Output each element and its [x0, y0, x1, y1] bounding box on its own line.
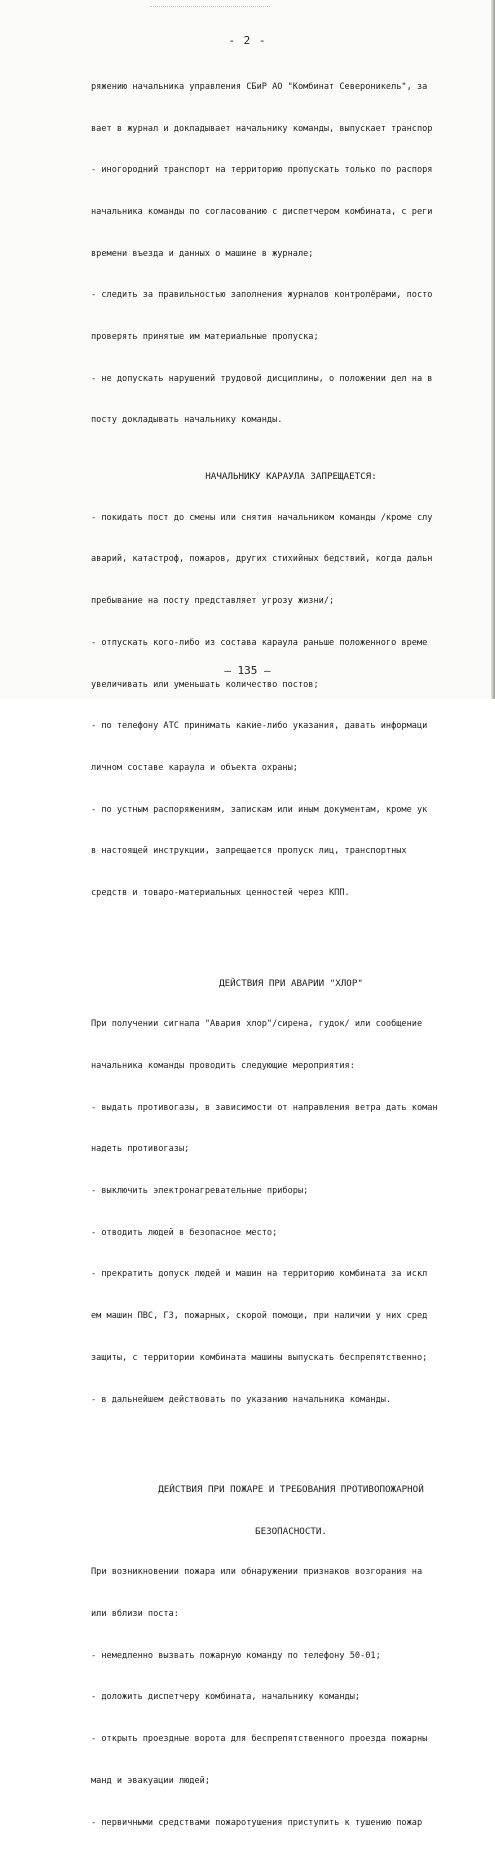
- text-line: времени въезда и данных о машине в журнале;: [91, 248, 314, 259]
- section-heading-fire-actions: ДЕЙСТВИЯ ПРИ ПОЖАРЕ И ТРЕБОВАНИЯ ПРОТИВОПОЖАРНОЙ: [158, 1483, 424, 1495]
- document-body: [91, 53, 491, 1858]
- text-line: - покидать пост до смены или снятия начальником команды /кроме слу: [91, 512, 433, 523]
- text-line: посту докладывать начальнику команды.: [91, 415, 283, 426]
- text-line: - первичными средствами пожаротушения приступить к тушению пожар: [91, 1817, 423, 1828]
- text-line: средств и товаро-материальных ценностей через КПП.: [91, 888, 350, 899]
- text-line: или вблизи поста:: [91, 1609, 179, 1620]
- text-line: ряжению начальника управления СБиР АО "Комбинат Североникель", за: [91, 81, 428, 92]
- text-line: надеть противогазы;: [91, 1144, 190, 1155]
- text-line: ем машин ПВС, ГЗ, пожарных, скорой помощи, при наличии у них сред: [91, 1311, 428, 1322]
- text-line: - в дальнейшем действовать по указанию начальника команды.: [91, 1394, 392, 1405]
- text-line: в настоящей инструкции, запрещается пропуск лиц, транспортных: [91, 846, 407, 857]
- text-line: При получении сигнала "Авария хлор"/сирена, гудок/ или сообщение: [91, 1019, 423, 1030]
- text-line: личном составе караула и объекта охраны;: [91, 762, 298, 773]
- text-line: проверять принятые им материальные пропуска;: [91, 332, 319, 343]
- text-line: начальника команды проводить следующие мероприятия:: [91, 1060, 355, 1071]
- text-line: - открыть проездные ворота для беспрепятственного проезда пожарны: [91, 1734, 428, 1745]
- section-heading-fire-actions-cont: БЕЗОПАСНОСТИ.: [255, 1525, 327, 1537]
- text-line: - по устным распоряжениям, запискам или иным документам, кроме ук: [91, 804, 428, 815]
- text-line: - иногородний транспорт на территорию пропускать только по распоря: [91, 165, 433, 176]
- section-heading-guard-chief-prohibitions: НАЧАЛЬНИКУ КАРАУЛА ЗАПРЕЩАЕТСЯ:: [205, 471, 377, 483]
- text-line: - следить за правильностью заполнения журналов контролёрами, посто: [91, 290, 433, 301]
- text-line: - прекратить допуск людей и машин на территорию комбината за искл: [91, 1269, 428, 1280]
- text-line: - не допускать нарушений трудовой дисциплины, о положении дел на в: [91, 373, 433, 384]
- text-line: - выдать противогазы, в зависимости от направления ветра дать коман: [91, 1102, 438, 1113]
- text-line: При возникновении пожара или обнаружении признаков возгорания на: [91, 1567, 423, 1578]
- text-line: начальника команды по согласованию с диспетчером комбината, с реги: [91, 206, 433, 217]
- text-line: - выключить электронагревательные приборы;: [91, 1186, 309, 1197]
- text-line: вает в журнал и докладывает начальнику команды, выпускает транспор: [91, 123, 433, 134]
- text-line: увеличивать или уменьшать количество постов;: [91, 679, 319, 690]
- text-line: - немедленно вызвать пожарную команду по телефону 50-01;: [91, 1650, 381, 1661]
- page-edge-shadow: [491, 0, 495, 699]
- text-line: - доложить диспетчеру комбината, начальнику команды;: [91, 1692, 361, 1703]
- section-heading-chlorine-accident: ДЕЙСТВИЯ ПРИ АВАРИИ "ХЛОР": [219, 977, 363, 989]
- text-line: аварий, катастроф, пожаров, других стихийных бедствий, когда дальн: [91, 554, 433, 565]
- page-number-bottom: – 135 –: [224, 664, 271, 677]
- text-line: защиты, с территории комбината машины выпускать беспрепятственно;: [91, 1352, 428, 1363]
- page-number-top: - 2 -: [228, 34, 267, 47]
- text-line: манд и эвакуации людей;: [91, 1775, 210, 1786]
- text-line: - по телефону АТС принимать какие-либо указания, давать информаци: [91, 721, 428, 732]
- scan-artifact-marks: [150, 6, 270, 13]
- text-line: пребывание на посту представляет угрозу жизни/;: [91, 596, 335, 607]
- text-line: - отпускать кого-либо из состава караула раньше положенного време: [91, 637, 428, 648]
- text-line: - отводить людей в безопасное место;: [91, 1227, 278, 1238]
